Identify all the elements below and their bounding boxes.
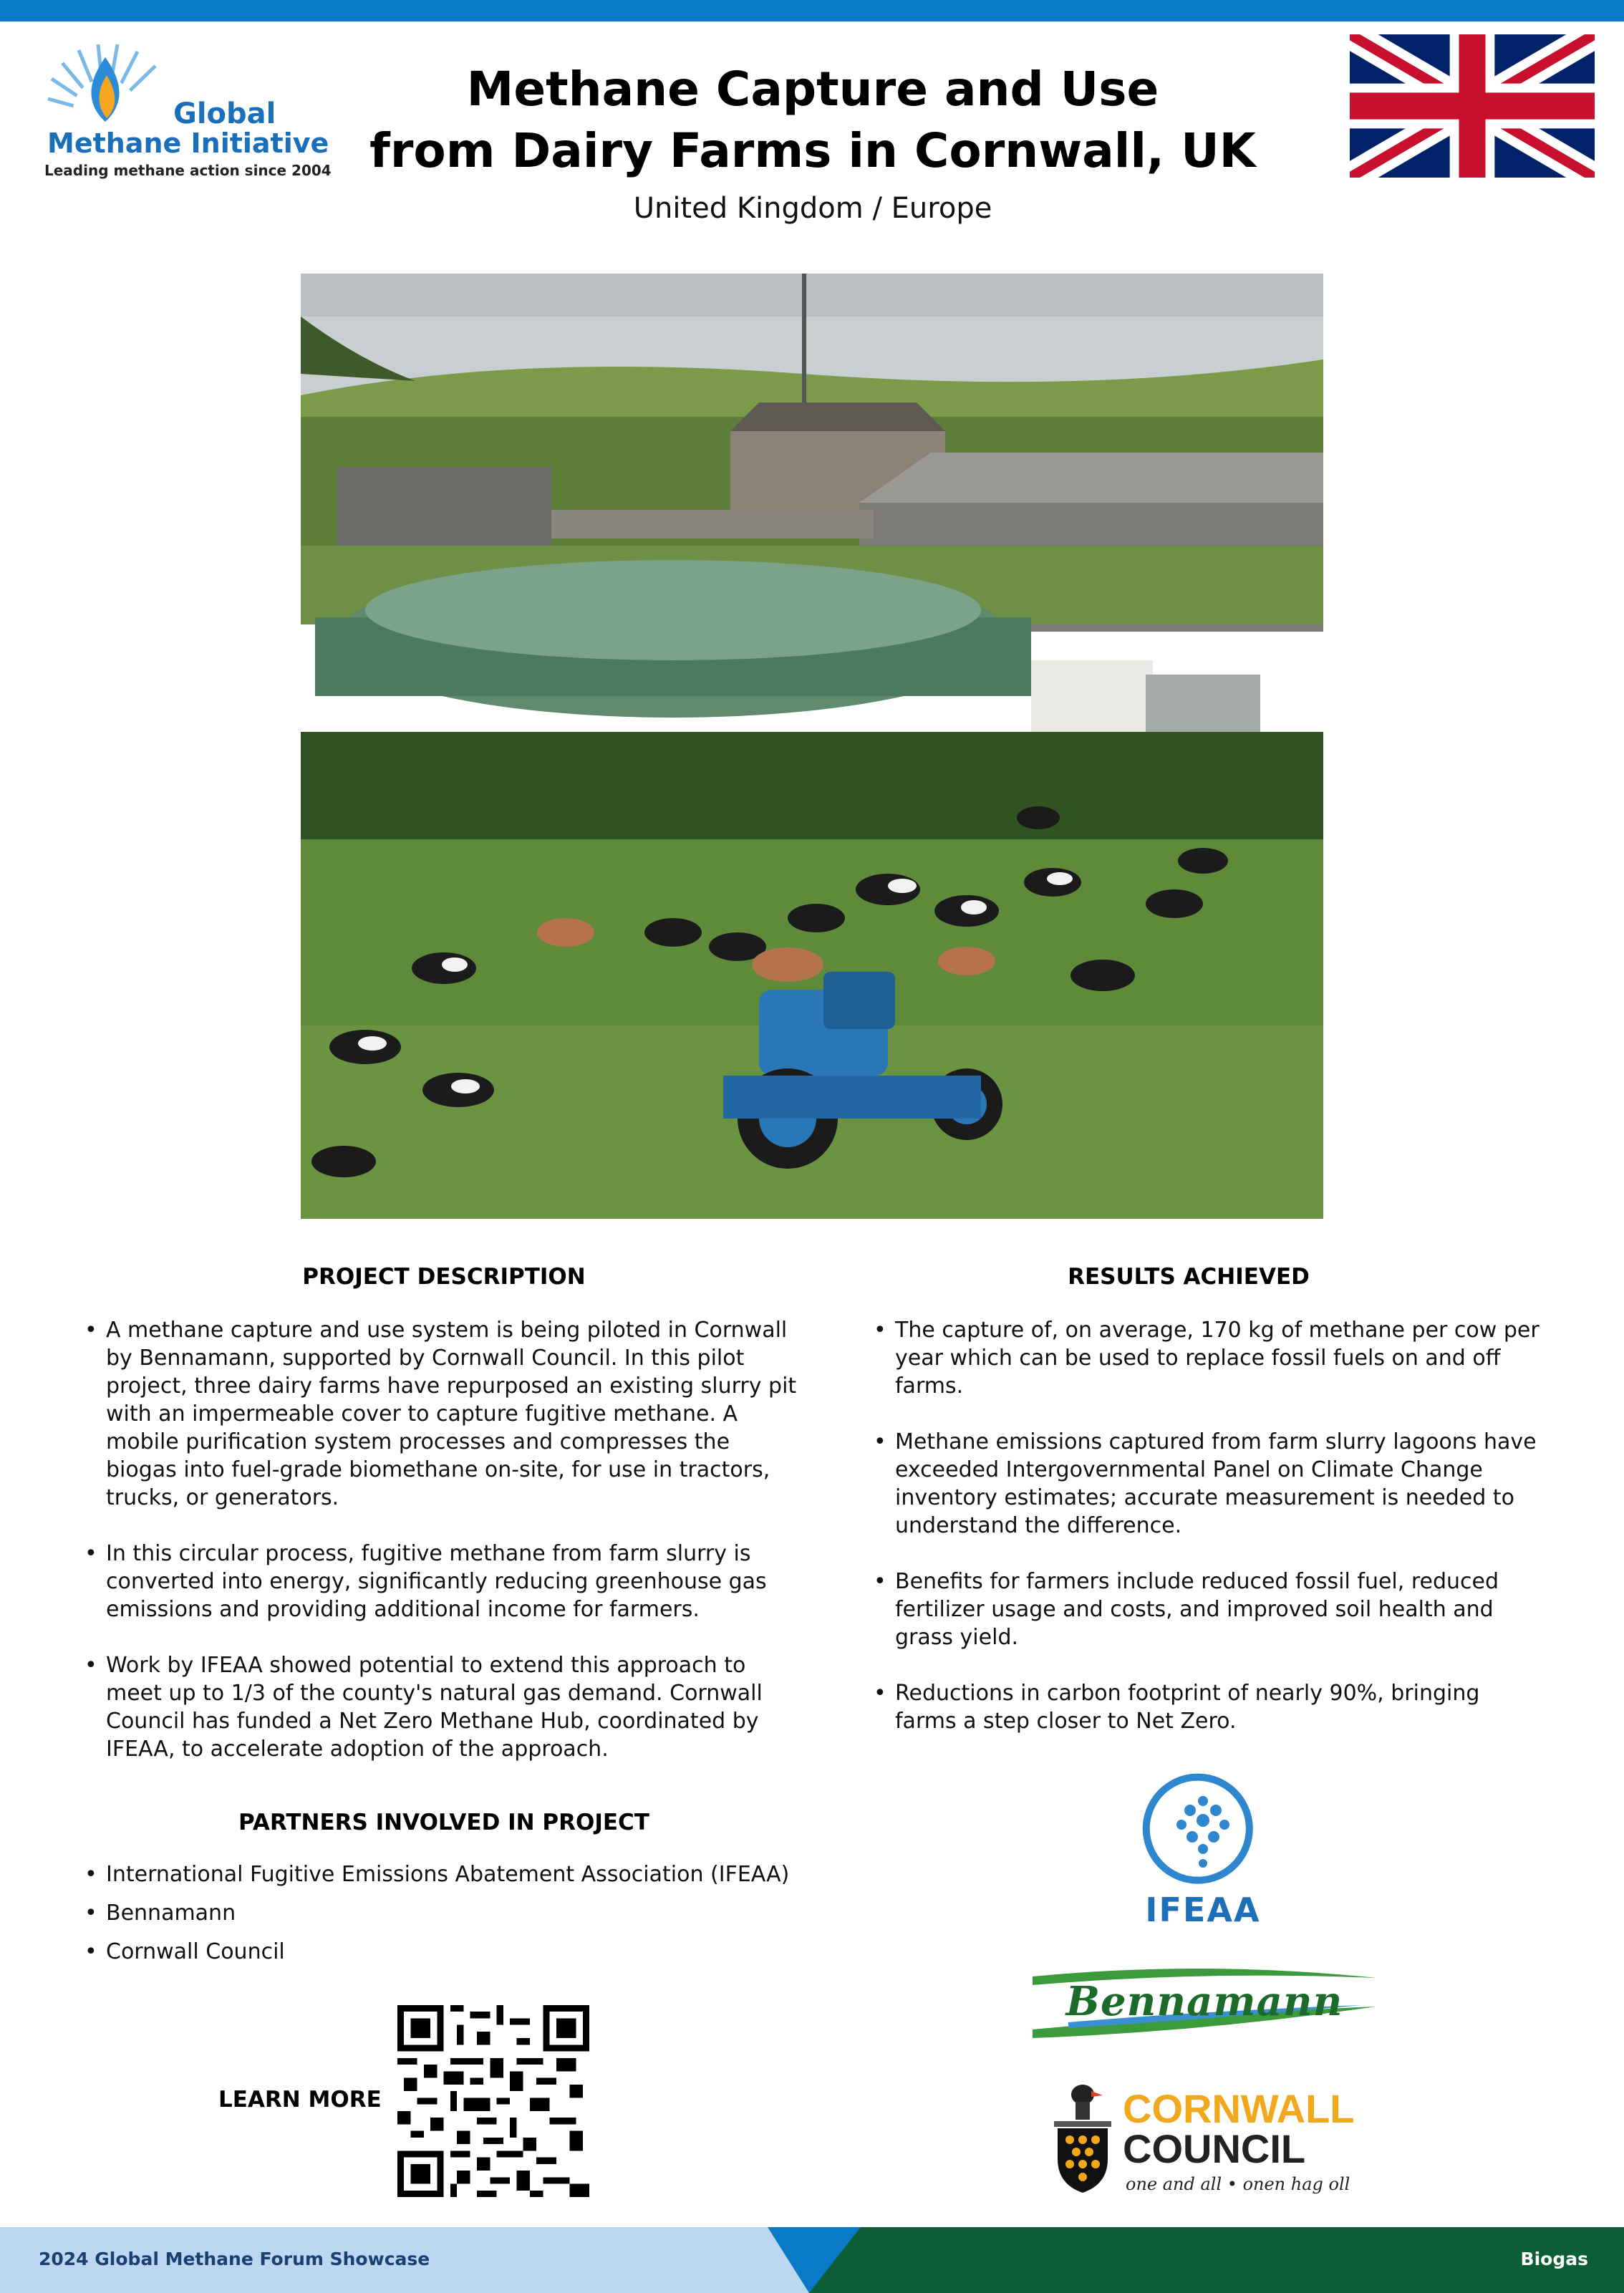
results-list — [874, 1316, 1540, 1763]
logo-line2: Methane Initiative — [47, 127, 329, 159]
learn-more-label: LEARN MORE — [218, 2087, 382, 2113]
footer-category-label: Biogas — [1520, 2249, 1588, 2269]
ifeaa-droplets-icon — [1139, 1769, 1267, 1891]
qr-code-icon[interactable] — [397, 2005, 589, 2197]
ifeaa-wordmark: IFEAA — [1145, 1891, 1261, 1929]
footer-right-band — [811, 2227, 1624, 2293]
title-line2: from Dairy Farms in Cornwall, UK — [369, 123, 1256, 178]
footer-showcase-label: 2024 Global Methane Forum Showcase — [39, 2249, 430, 2269]
logo-tagline: Leading methane action since 2004 — [44, 162, 332, 179]
list-item: • A methane capture and use system is being piloted in Cornwall by Bennamann, supported by Cornwall Council. In this pilot project, three dairy farms have repurposed an existing slurry pit with an impermeable cover to capture fugitive methane. A mobile purification system processes and compresses the biogas into fuel-grade biomethane on-site, for use in tractors, trucks, or generators. — [84, 1316, 801, 1512]
cornwall-motto: one and all • onen hag oll — [1126, 2174, 1350, 2194]
list-item: • The capture of, on average, 170 kg of methane per cow per year which can be used to replace fossil fuels on and off farms. — [874, 1316, 1540, 1400]
description-list — [84, 1316, 801, 1791]
gmi-logo — [37, 36, 332, 183]
page-subtitle: United Kingdom / Europe — [633, 192, 992, 225]
top-accent-bar — [0, 0, 1624, 21]
list-item: • Reductions in carbon footprint of nearly 90%, bringing farms a step closer to Net Zero. — [874, 1679, 1540, 1735]
gmi-flame-icon — [37, 36, 173, 129]
list-item: • Methane emissions captured from farm slurry lagoons have exceeded Intergovernmental Panel on Climate Change inventory estimates; accurate measurement is needed to understand the difference. — [874, 1428, 1540, 1540]
cornwall-line1: CORNWALL — [1123, 2086, 1355, 2131]
list-item: • Cornwall Council — [84, 1938, 801, 1966]
uk-flag-icon — [1350, 34, 1595, 178]
description-heading: PROJECT DESCRIPTION — [302, 1264, 586, 1290]
cornwall-council-logo — [1047, 2070, 1376, 2198]
footer-divider-icon — [768, 2227, 861, 2293]
bennamann-wordmark: Bennamann — [1065, 1978, 1343, 2025]
list-item: • International Fugitive Emissions Abatement Association (IFEAA) — [84, 1860, 801, 1888]
list-item: • Benefits for farmers include reduced fossil fuel, reduced fertilizer usage and costs, and improved soil health and grass yield. — [874, 1568, 1540, 1651]
logo-line1: Global — [173, 97, 276, 130]
title-line1: Methane Capture and Use — [466, 62, 1159, 117]
results-heading: RESULTS ACHIEVED — [1068, 1264, 1310, 1290]
cornwall-crest-icon — [1047, 2070, 1118, 2198]
partners-list — [84, 1860, 801, 1976]
list-item: • Bennamann — [84, 1899, 801, 1927]
cornwall-line2: COUNCIL — [1123, 2126, 1306, 2171]
partners-heading: PARTNERS INVOLVED IN PROJECT — [238, 1810, 649, 1835]
list-item: • In this circular process, fugitive methane from farm slurry is converted into energy, significantly reducing greenhouse gas emissions and providing additional income for farmers. — [84, 1540, 801, 1623]
ifeaa-logo — [1139, 1769, 1267, 1929]
page-title — [308, 59, 1318, 182]
list-item: • Work by IFEAA showed potential to extend this approach to meet up to 1/3 of the county's natural gas demand. Cornwall Council has funded a Net Zero Methane Hub, coordinated by IFEAA, to accelerate adoption of the approach. — [84, 1651, 801, 1763]
bennamann-logo — [1025, 1964, 1381, 2044]
farm-photo — [301, 274, 1323, 1219]
